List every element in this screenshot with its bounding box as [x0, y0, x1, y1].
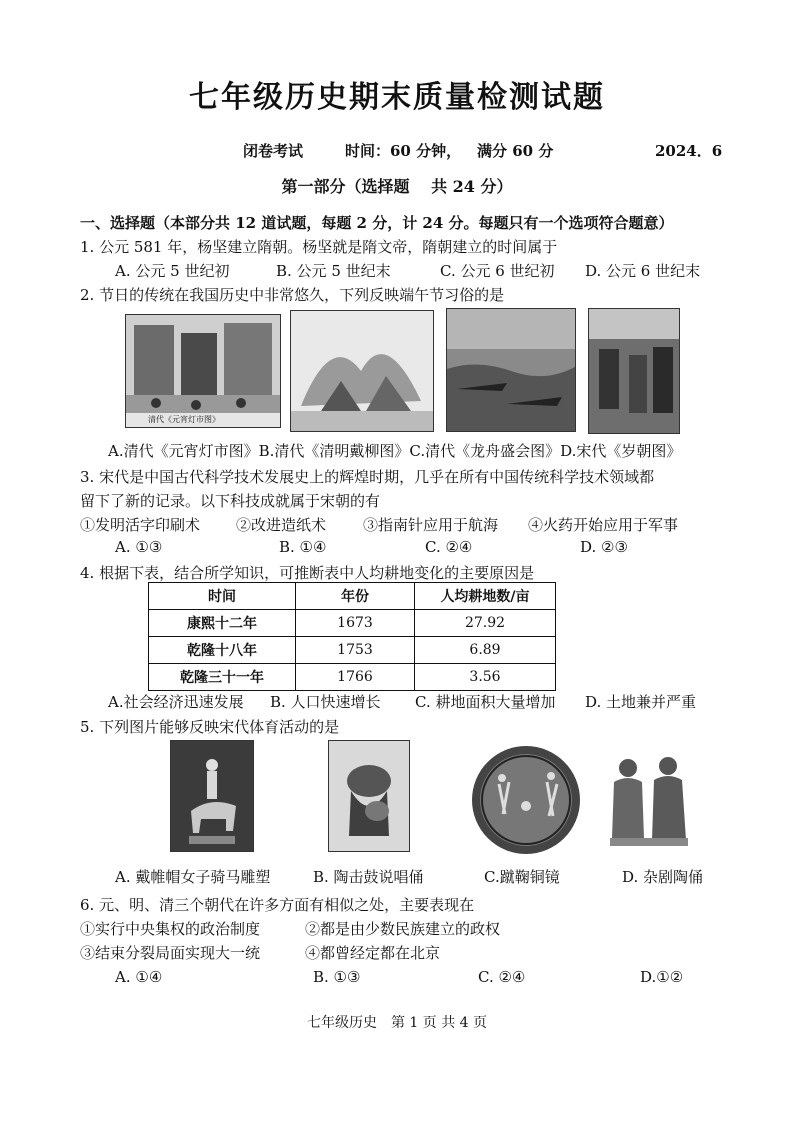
- page-title: 七年级历史期末质量检测试题: [189, 80, 605, 115]
- q3-item-2: ②改进造纸术: [236, 516, 327, 534]
- drummer-figurine: [328, 740, 410, 852]
- horse-rider-sculpture: [170, 740, 254, 852]
- q3-item-3: ③指南针应用于航海: [363, 516, 499, 534]
- q1-stem: 1. 公元 581 年，杨坚建立隋朝。杨坚就是隋文帝，隋朝建立的时间属于: [80, 238, 558, 256]
- q4-option-a: A.社会经济迅速发展: [108, 693, 244, 711]
- instructions: 一、选择题（本部分共 12 道试题，每题 2 分，计 24 分。每题只有一个选项符合题意）: [80, 214, 674, 232]
- q6-item-4: ④都曾经定都在北京: [305, 944, 441, 962]
- exam-date: 2024．6: [655, 142, 723, 160]
- opera-figurines: [606, 752, 690, 852]
- table-cell: 乾隆十八年: [149, 637, 296, 664]
- q6-item-3: ③结束分裂局面实现大一统: [80, 944, 261, 962]
- q3-stem-line2: 留下了新的记录。以下科技成就属于宋朝的有: [80, 492, 381, 510]
- table-cell: 1766: [296, 664, 415, 691]
- table-header: 时间: [149, 583, 296, 610]
- q2-options: A.清代《元宵灯市图》B.清代《清明戴柳图》C.清代《龙舟盛会图》D.宋代《岁朝图》: [108, 442, 682, 460]
- q6-option-d: D.①②: [640, 968, 684, 986]
- q2-stem: 2. 节日的传统在我国历史中非常悠久，下列反映端午节习俗的是: [80, 286, 505, 304]
- q1-option-c: C. 公元 6 世纪初: [440, 262, 555, 280]
- table-header-row: [149, 583, 556, 610]
- q3-option-a: A. ①③: [115, 538, 163, 556]
- q4-option-c: C. 耕地面积大量增加: [415, 693, 556, 711]
- q5-option-d: D. 杂剧陶俑: [622, 868, 704, 886]
- q3-option-c: C. ②④: [425, 538, 473, 556]
- q6-option-a: A. ①④: [115, 968, 163, 986]
- cuju-bronze-mirror: [469, 744, 583, 856]
- table-cell: 1753: [296, 637, 415, 664]
- table-cell: 6.89: [415, 637, 556, 664]
- table-cell: 1673: [296, 610, 415, 637]
- q6-item-2: ②都是由少数民族建立的政权: [305, 920, 501, 938]
- page-footer: 七年级历史 第 1 页 共 4 页: [306, 1015, 488, 1031]
- table-cell: 康熙十二年: [149, 610, 296, 637]
- exam-score: 满分 60 分: [477, 142, 554, 160]
- table-header: 人均耕地数/亩: [415, 583, 556, 610]
- q6-stem: 6. 元、明、清三个朝代在许多方面有相似之处，主要表现在: [80, 896, 475, 914]
- q4-option-b: B. 人口快速增长: [270, 693, 381, 711]
- farmland-table: [148, 582, 556, 691]
- table-cell: 27.92: [415, 610, 556, 637]
- qingming-willow-painting: [290, 310, 434, 432]
- q5-option-a: A. 戴帷帽女子骑马雕塑: [115, 868, 271, 886]
- exam-type: 闭卷考试: [243, 142, 304, 160]
- table-cell: 乾隆三十一年: [149, 664, 296, 691]
- table-row: [149, 637, 556, 664]
- q3-item-4: ④火药开始应用于军事: [528, 516, 679, 534]
- dragon-boat-painting: [446, 308, 576, 432]
- q3-option-b: B. ①④: [279, 538, 327, 556]
- section-heading: 第一部分（选择题 共 24 分）: [281, 177, 513, 196]
- q1-option-d: D. 公元 6 世纪末: [585, 262, 701, 280]
- lantern-market-painting: [125, 314, 281, 428]
- q6-option-c: C. ②④: [478, 968, 526, 986]
- q5-option-c: C.蹴鞠铜镜: [484, 868, 560, 886]
- q6-option-b: B. ①③: [313, 968, 361, 986]
- q5-stem: 5. 下列图片能够反映宋代体育活动的是: [80, 718, 340, 736]
- q5-option-b: B. 陶击鼓说唱俑: [313, 868, 424, 886]
- q6-item-1: ①实行中央集权的政治制度: [80, 920, 261, 938]
- table-row: [149, 610, 556, 637]
- table-row: [149, 664, 556, 691]
- q4-stem: 4. 根据下表，结合所学知识，可推断表中人均耕地变化的主要原因是: [80, 564, 535, 582]
- pic1-caption: 清代《元宵灯市图》: [148, 415, 220, 424]
- exam-time: 时间：60 分钟，: [345, 142, 462, 160]
- q3-stem-line1: 3. 宋代是中国古代科学技术发展史上的辉煌时期，几乎在所有中国传统科学技术领域都: [80, 468, 655, 486]
- q3-item-1: ①发明活字印刷术: [80, 516, 201, 534]
- table-cell: 3.56: [415, 664, 556, 691]
- q1-option-b: B. 公元 5 世纪末: [276, 262, 391, 280]
- new-year-painting: [588, 308, 680, 434]
- table-header: 年份: [296, 583, 415, 610]
- q4-option-d: D. 土地兼并严重: [585, 693, 697, 711]
- q1-option-a: A. 公元 5 世纪初: [115, 262, 230, 280]
- q3-option-d: D. ②③: [580, 538, 628, 556]
